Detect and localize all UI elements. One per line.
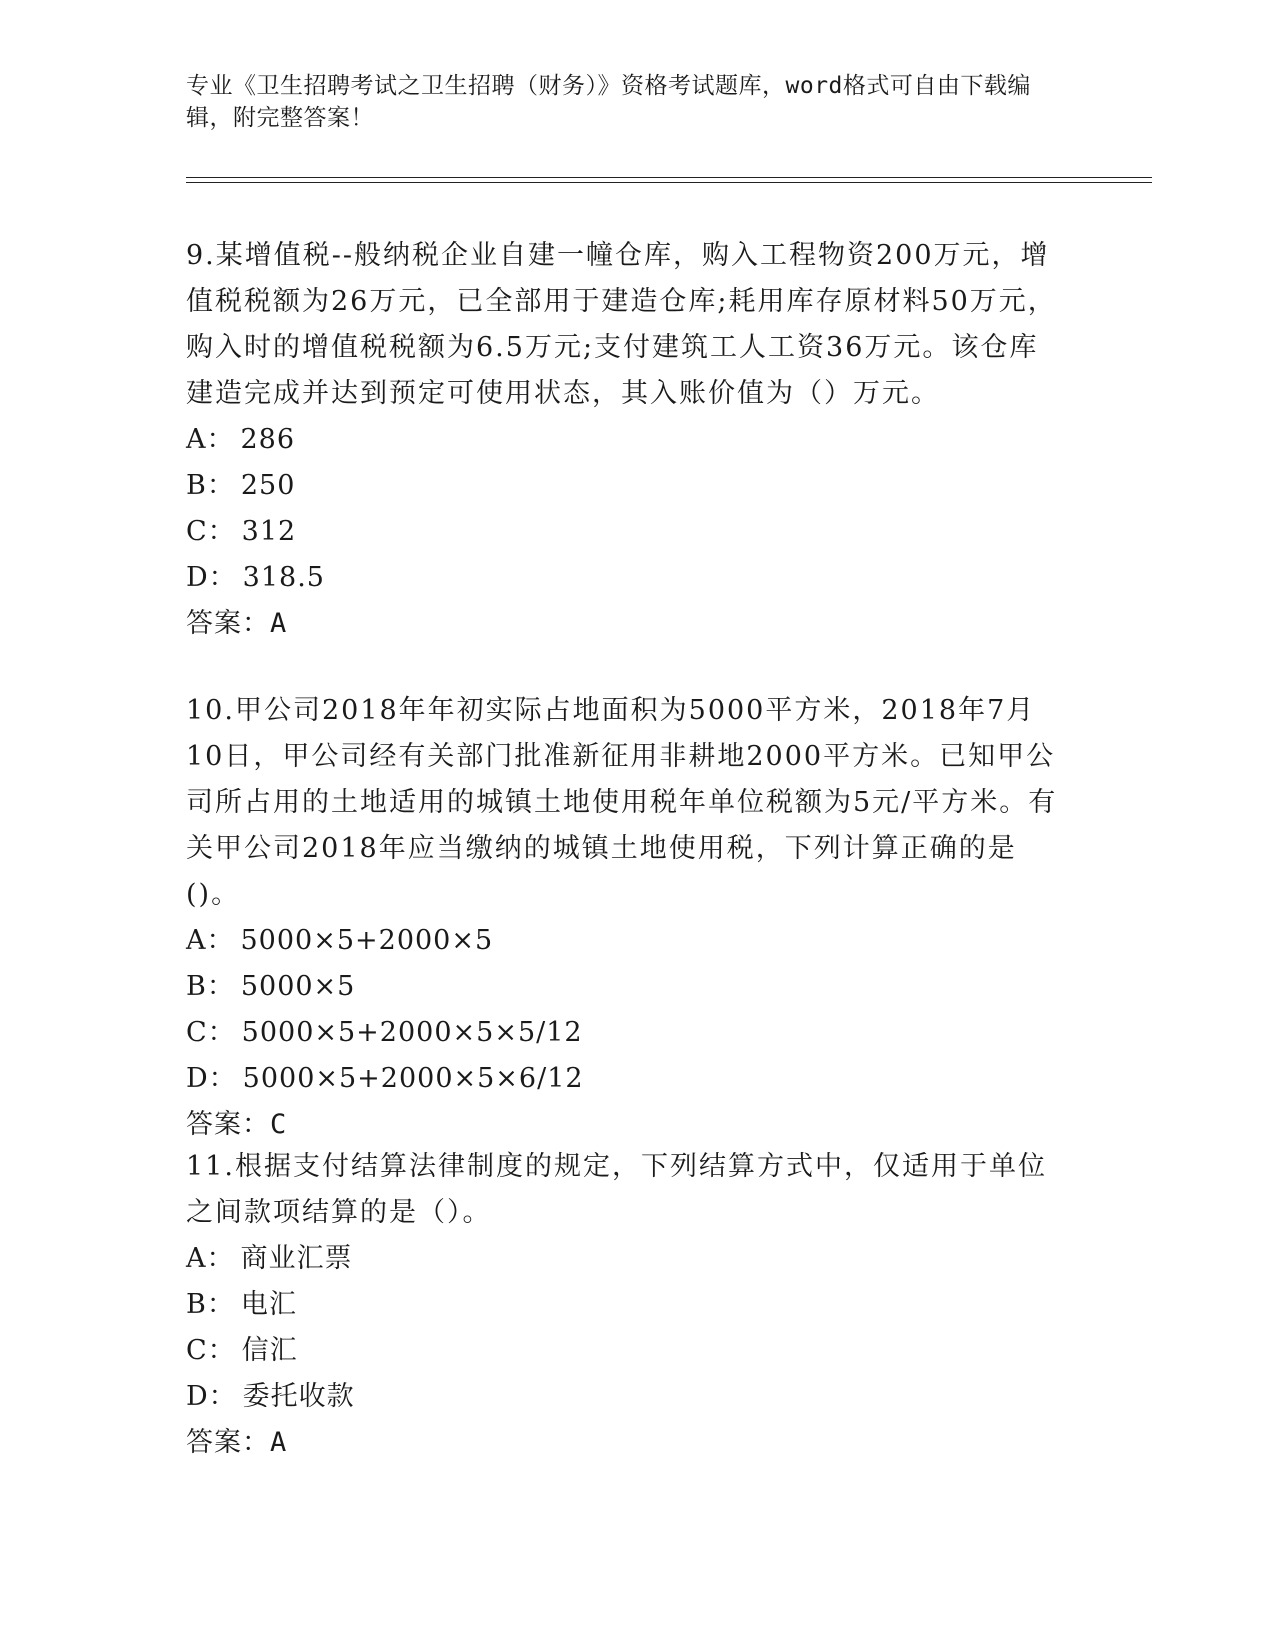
option-value: 商业汇票 [240,1243,353,1274]
option-value: 5000×5+2000×5×5/12 [241,1017,583,1048]
question-10 [186,688,1066,1148]
option-value: 312 [241,516,297,547]
option-key: D： [186,562,237,593]
option-key: A： [186,1243,235,1274]
option-key: B： [186,1289,235,1320]
question-text: 10.甲公司2018年年初实际占地面积为5000平方米，2018年7月10日，甲公司经有关部门批准新征用非耕地2000平方米。已知甲公司所占用的土地适用的城镇土地使用税年单位税额为5元/平方米。有关甲公司2018年应当缴纳的城镇土地使用税，下列计算正确的是()。 [186,695,1058,910]
answer-label: 答案： [186,1427,270,1458]
answer-value: A [270,1427,288,1458]
option-b [186,1282,1066,1328]
answer-line [186,1102,1066,1148]
option-c [186,509,1066,555]
option-key: C： [186,516,236,547]
option-a [186,417,1066,463]
option-a [186,1236,1066,1282]
option-key: D： [186,1063,237,1094]
option-c [186,1010,1066,1056]
option-key: A： [186,925,235,956]
option-value: 5000×5 [240,971,356,1002]
question-text: 11.根据支付结算法律制度的规定，下列结算方式中，仅适用于单位之间款项结算的是（）。 [186,1151,1047,1228]
option-key: A： [186,424,235,455]
option-key: C： [186,1017,236,1048]
option-value: 286 [240,424,296,455]
option-key: C： [186,1335,236,1366]
option-d [186,1374,1066,1420]
option-value: 318.5 [242,562,325,593]
option-b [186,463,1066,509]
option-value: 5000×5+2000×5 [240,925,494,956]
option-key: B： [186,971,235,1002]
option-key: D： [186,1381,237,1412]
option-value: 信汇 [241,1335,298,1366]
option-value: 委托收款 [242,1381,355,1412]
option-a [186,918,1066,964]
answer-label: 答案： [186,608,270,639]
answer-line [186,1420,1066,1466]
answer-value: A [270,608,288,639]
header-divider [186,177,1152,183]
question-11 [186,1144,1066,1466]
answer-value: C [270,1109,288,1140]
answer-line [186,601,1066,647]
option-d [186,1056,1066,1102]
question-9 [186,233,1066,647]
option-d [186,555,1066,601]
option-key: B： [186,470,235,501]
option-c [186,1328,1066,1374]
option-value: 250 [240,470,296,501]
option-b [186,964,1066,1010]
option-value: 5000×5+2000×5×6/12 [242,1063,584,1094]
option-value: 电汇 [240,1289,297,1320]
question-text: 9.某增值税--般纳税企业自建一幢仓库，购入工程物资200万元，增值税税额为26万元，已全部用于建造仓库;耗用库存原材料50万元，购入时的增值税税额为6.5万元;支付建筑工人工资36万元。该仓库建造完成并达到预定可使用状态，其入账价值为（）万元。 [186,240,1057,409]
answer-label: 答案： [186,1109,270,1140]
header-title: 专业《卫生招聘考试之卫生招聘（财务）》资格考试题库，word格式可自由下载编辑，附完整答案！ [186,73,1031,131]
